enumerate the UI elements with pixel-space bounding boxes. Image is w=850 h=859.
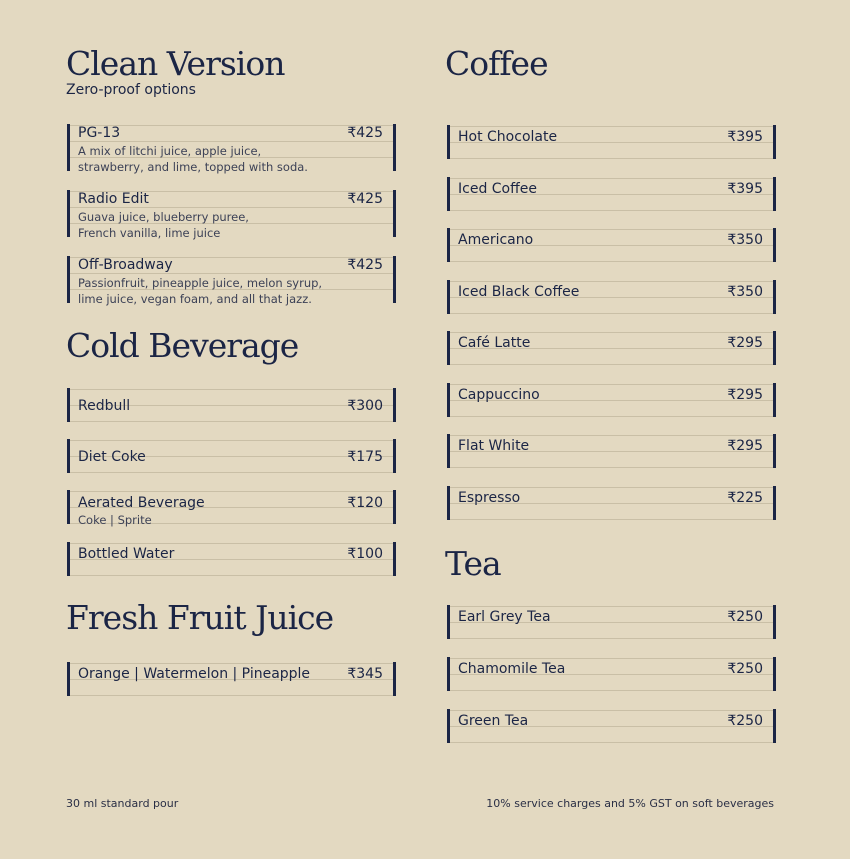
item-price: ₹395 [727,129,763,145]
section-title-cold-beverage: Cold Beverage [66,326,299,365]
section-title-clean-version: Clean Version [66,44,285,83]
item-name: Chamomile Tea [458,661,566,677]
menu-item [447,280,776,314]
item-price: ₹425 [347,125,383,141]
menu-item [67,542,396,576]
menu-item [447,709,776,743]
section-subtitle-clean-version: Zero-proof options [66,82,196,98]
menu-item [67,439,396,473]
menu-item [447,605,776,639]
menu-item [447,331,776,365]
menu-item [67,662,396,696]
menu-item [447,486,776,520]
menu-item [67,490,396,527]
menu-item [447,228,776,262]
footer-note-charges: 10% service charges and 5% GST on soft beverages [486,797,774,810]
item-name: Hot Chocolate [458,129,558,145]
item-name: Aerated Beverage [78,495,205,511]
item-price: ₹225 [727,490,763,506]
item-price: ₹345 [347,666,383,682]
item-description: Coke | Sprite [78,513,152,527]
section-title-coffee: Coffee [445,44,548,83]
item-name: Earl Grey Tea [458,609,551,625]
item-name: Iced Coffee [458,181,537,197]
item-price: ₹250 [727,713,763,729]
item-name: PG-13 [78,125,121,141]
item-price: ₹395 [727,181,763,197]
item-name: Flat White [458,438,530,454]
item-name: Redbull [78,398,131,414]
item-name: Café Latte [458,335,531,351]
item-price: ₹295 [727,335,763,351]
item-price: ₹350 [727,284,763,300]
item-name: Radio Edit [78,191,149,207]
menu-item [67,124,396,174]
item-price: ₹350 [727,232,763,248]
item-price: ₹175 [347,449,383,465]
item-name: Off-Broadway [78,257,173,273]
item-description: Passionfruit, pineapple juice, melon syrup, lime juice, vegan foam, and all that jazz. [78,276,323,306]
item-price: ₹120 [347,495,383,511]
section-title-tea: Tea [445,544,501,583]
menu-item [447,657,776,691]
menu-item [67,190,396,240]
item-price: ₹295 [727,387,763,403]
item-name: Orange | Watermelon | Pineapple [78,666,311,682]
item-name: Iced Black Coffee [458,284,580,300]
item-price: ₹425 [347,191,383,207]
item-name: Green Tea [458,713,529,729]
item-description: A mix of litchi juice, apple juice, strawberry, and lime, topped with soda. [78,144,308,174]
menu-item [447,177,776,211]
item-price: ₹295 [727,438,763,454]
menu-item [447,434,776,468]
item-description: Guava juice, blueberry puree, French vanilla, lime juice [78,210,249,240]
item-price: ₹100 [347,546,383,562]
item-name: Diet Coke [78,449,146,465]
menu-item [447,383,776,417]
footer-note-pour: 30 ml standard pour [66,797,179,810]
item-name: Espresso [458,490,521,506]
item-name: Cappuccino [458,387,540,403]
item-price: ₹300 [347,398,383,414]
section-title-fresh-fruit-juice: Fresh Fruit Juice [66,598,334,637]
menu-item [67,256,396,306]
item-name: Bottled Water [78,546,175,562]
item-name: Americano [458,232,534,248]
menu-item [67,388,396,422]
item-price: ₹250 [727,661,763,677]
item-price: ₹425 [347,257,383,273]
menu-item [447,125,776,159]
item-price: ₹250 [727,609,763,625]
